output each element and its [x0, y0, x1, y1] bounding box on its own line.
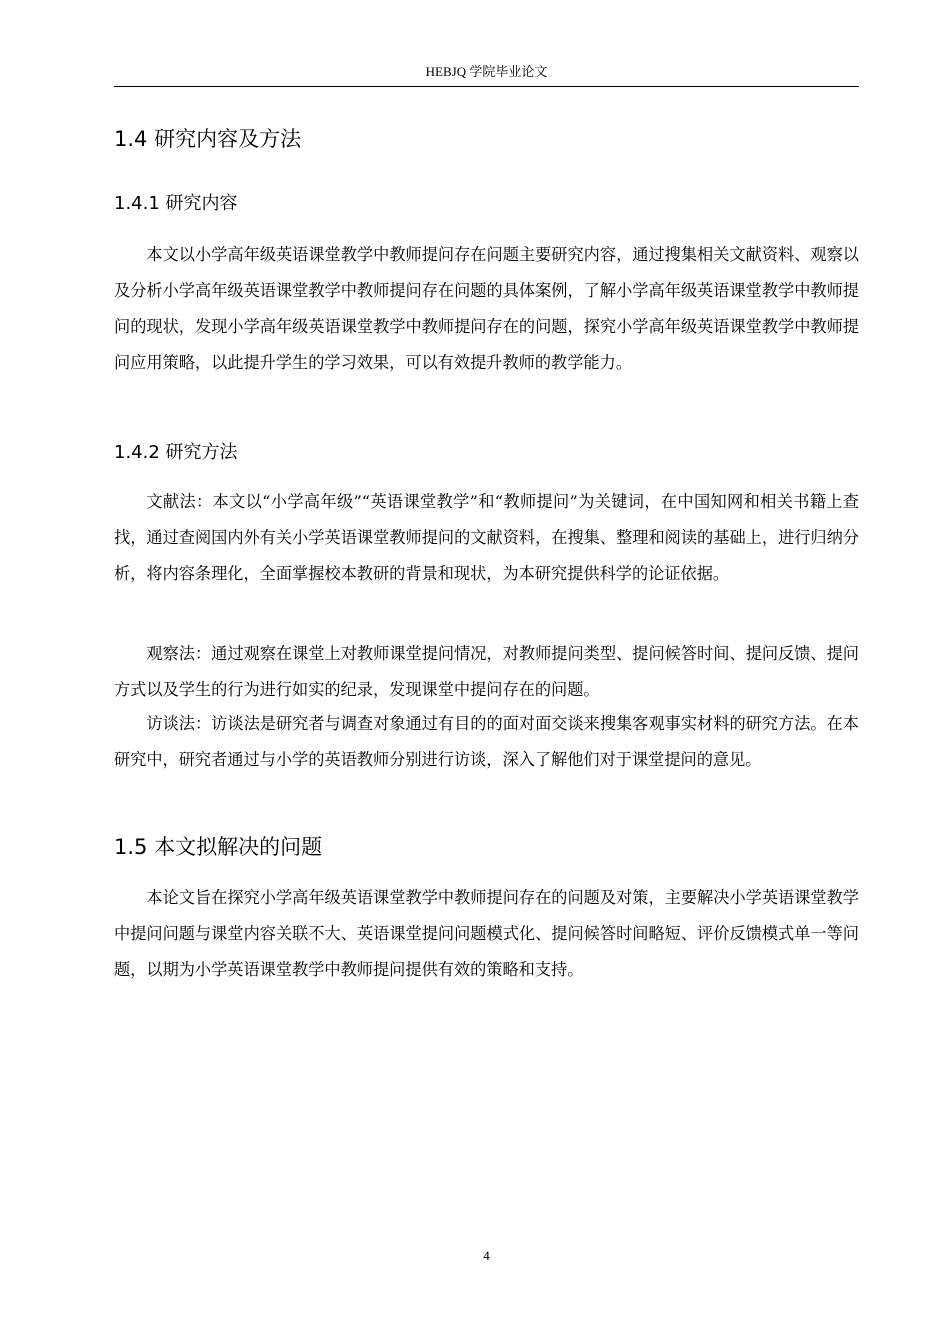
paragraph-literature-method: 文献法：本文以“小学高年级”“英语课堂教学”和“教师提问”为关键词，在中国知网和相关书籍上查找，通过查阅国内外有关小学英语课堂教师提问的文献资料，在搜集、整理和阅读的基础上，进行归纳分析，将内容条理化，全面掌握校本教研的背景和现状，为本研究提供科学的论证依据。	[114, 492, 859, 583]
paragraph-problems-to-solve: 本论文旨在探究小学高年级英语课堂教学中教师提问存在的问题及对策，主要解决小学英语课堂教学中提问问题与课堂内容关联不大、英语课堂提问问题模式化、提问候答时间略短、评价反馈模式单一等问题，以期为小学英语课堂教学中教师提问提供有效的策略和支持。	[114, 888, 859, 979]
subsection-heading-1-4-1: 1.4.1 研究内容	[114, 193, 238, 214]
section-heading-1-5: 1.5 本文拟解决的问题	[114, 835, 323, 859]
paragraph-interview-method: 访谈法：访谈法是研究者与调查对象通过有目的的面对面交谈来搜集客观事实材料的研究方法。在本研究中，研究者通过与小学的英语教师分别进行访谈，深入了解他们对于课堂提问的意见。	[114, 714, 859, 769]
page-number: 4	[483, 1248, 490, 1263]
paragraph-research-content: 本文以小学高年级英语课堂教学中教师提问存在问题主要研究内容，通过搜集相关文献资料、观察以及分析小学高年级英语课堂教学中教师提问存在问题的具体案例，了解小学高年级英语课堂教学中教师提问的现状，发现小学高年级英语课堂教学中教师提问存在的问题，探究小学高年级英语课堂教学中教师提问应用策略，以此提升学生的学习效果，可以有效提升教师的教学能力。	[114, 245, 859, 372]
section-heading-1-4: 1.4 研究内容及方法	[114, 127, 302, 151]
header-divider	[114, 86, 859, 87]
subsection-heading-1-4-2: 1.4.2 研究方法	[114, 442, 238, 463]
running-header: HEBJQ 学院毕业论文	[425, 64, 548, 79]
paragraph-observation-method: 观察法：通过观察在课堂上对教师课堂提问情况，对教师提问类型、提问候答时间、提问反馈、提问方式以及学生的行为进行如实的纪录，发现课堂中提问存在的问题。	[114, 644, 859, 699]
